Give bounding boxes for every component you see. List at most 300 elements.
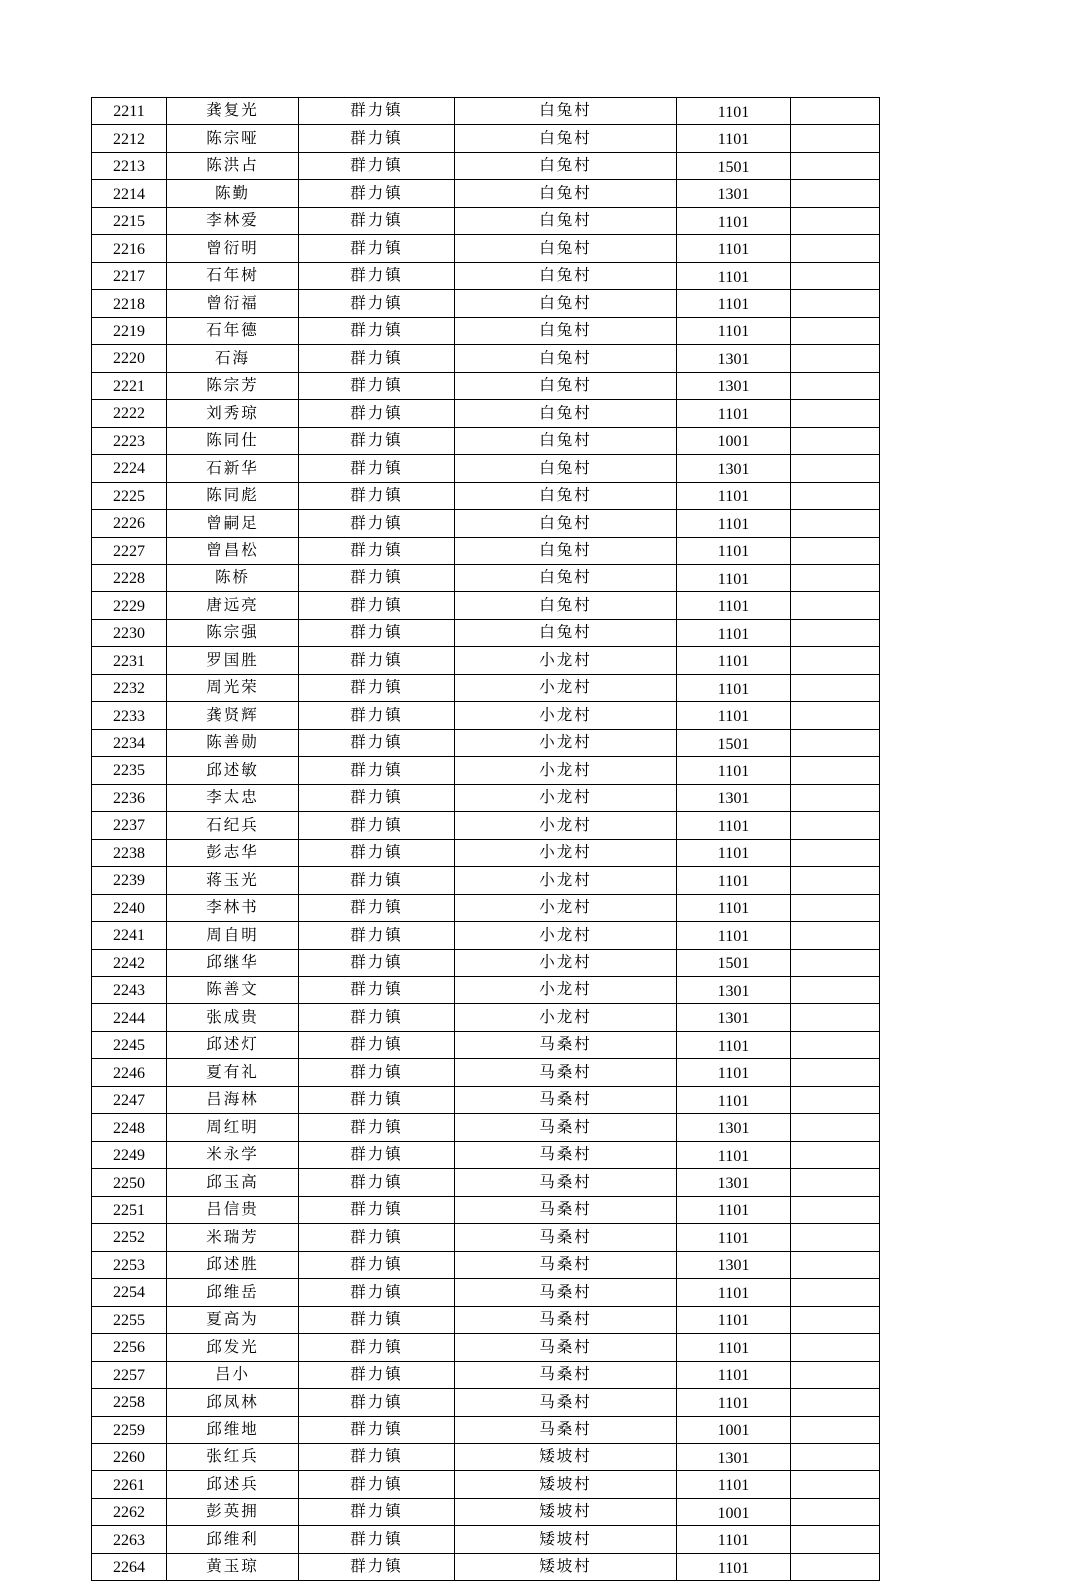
code-cell: 1101 [677, 1279, 791, 1306]
village-cell: 白兔村 [455, 455, 677, 482]
table-row [92, 262, 880, 289]
town-cell: 群力镇 [299, 235, 455, 262]
note-cell [791, 729, 880, 756]
village-cell: 白兔村 [455, 290, 677, 317]
row-number-cell: 2221 [92, 372, 167, 399]
table-row [92, 1361, 880, 1388]
note-cell [791, 1553, 880, 1580]
note-cell [791, 207, 880, 234]
name-cell: 黄玉琼 [167, 1553, 299, 1580]
name-cell: 陈善勋 [167, 729, 299, 756]
note-cell [791, 1389, 880, 1416]
village-cell: 白兔村 [455, 262, 677, 289]
note-cell [791, 784, 880, 811]
table-row [92, 1086, 880, 1113]
row-number-cell: 2235 [92, 757, 167, 784]
code-cell: 1101 [677, 1389, 791, 1416]
town-cell: 群力镇 [299, 125, 455, 152]
table-row [92, 455, 880, 482]
note-cell [791, 1196, 880, 1223]
code-cell: 1101 [677, 1553, 791, 1580]
code-cell: 1101 [677, 510, 791, 537]
table-row [92, 839, 880, 866]
village-cell: 白兔村 [455, 510, 677, 537]
note-cell [791, 1498, 880, 1525]
table-row [92, 1416, 880, 1443]
village-cell: 小龙村 [455, 949, 677, 976]
code-cell: 1501 [677, 152, 791, 179]
row-number-cell: 2231 [92, 647, 167, 674]
village-cell: 马桑村 [455, 1334, 677, 1361]
note-cell [791, 894, 880, 921]
table-row [92, 290, 880, 317]
town-cell: 群力镇 [299, 1416, 455, 1443]
name-cell: 邱玉高 [167, 1169, 299, 1196]
row-number-cell: 2249 [92, 1141, 167, 1168]
code-cell: 1101 [677, 98, 791, 125]
name-cell: 李林爱 [167, 207, 299, 234]
row-number-cell: 2225 [92, 482, 167, 509]
code-cell: 1101 [677, 564, 791, 591]
note-cell [791, 98, 880, 125]
row-number-cell: 2263 [92, 1526, 167, 1553]
village-cell: 矮坡村 [455, 1553, 677, 1580]
village-cell: 小龙村 [455, 1004, 677, 1031]
name-cell: 彭志华 [167, 839, 299, 866]
table-row [92, 180, 880, 207]
table-row [92, 235, 880, 262]
note-cell [791, 1004, 880, 1031]
code-cell: 1101 [677, 867, 791, 894]
row-number-cell: 2233 [92, 702, 167, 729]
note-cell [791, 674, 880, 701]
village-cell: 马桑村 [455, 1114, 677, 1141]
code-cell: 1301 [677, 180, 791, 207]
note-cell [791, 1031, 880, 1058]
code-cell: 1301 [677, 1169, 791, 1196]
town-cell: 群力镇 [299, 317, 455, 344]
row-number-cell: 2243 [92, 977, 167, 1004]
row-number-cell: 2260 [92, 1443, 167, 1470]
town-cell: 群力镇 [299, 1004, 455, 1031]
village-cell: 马桑村 [455, 1251, 677, 1278]
name-cell: 邱凤林 [167, 1389, 299, 1416]
note-cell [791, 702, 880, 729]
code-cell: 1101 [677, 1141, 791, 1168]
code-cell: 1101 [677, 1471, 791, 1498]
table-row [92, 345, 880, 372]
name-cell: 邱发光 [167, 1334, 299, 1361]
note-cell [791, 400, 880, 427]
code-cell: 1301 [677, 345, 791, 372]
name-cell: 吕小 [167, 1361, 299, 1388]
row-number-cell: 2227 [92, 537, 167, 564]
town-cell: 群力镇 [299, 564, 455, 591]
village-cell: 白兔村 [455, 98, 677, 125]
town-cell: 群力镇 [299, 1306, 455, 1333]
village-cell: 马桑村 [455, 1059, 677, 1086]
code-cell: 1301 [677, 455, 791, 482]
note-cell [791, 1526, 880, 1553]
name-cell: 邱维利 [167, 1526, 299, 1553]
table-row [92, 1279, 880, 1306]
code-cell: 1101 [677, 1526, 791, 1553]
note-cell [791, 537, 880, 564]
village-cell: 马桑村 [455, 1086, 677, 1113]
table-row [92, 372, 880, 399]
code-cell: 1101 [677, 125, 791, 152]
table-row [92, 1031, 880, 1058]
note-cell [791, 1416, 880, 1443]
village-cell: 小龙村 [455, 784, 677, 811]
village-cell: 小龙村 [455, 702, 677, 729]
name-cell: 彭英拥 [167, 1498, 299, 1525]
name-cell: 张成贵 [167, 1004, 299, 1031]
note-cell [791, 290, 880, 317]
row-number-cell: 2212 [92, 125, 167, 152]
row-number-cell: 2226 [92, 510, 167, 537]
note-cell [791, 812, 880, 839]
code-cell: 1101 [677, 1086, 791, 1113]
town-cell: 群力镇 [299, 1086, 455, 1113]
village-cell: 马桑村 [455, 1169, 677, 1196]
code-cell: 1301 [677, 1004, 791, 1031]
name-cell: 邱述兵 [167, 1471, 299, 1498]
name-cell: 夏高为 [167, 1306, 299, 1333]
name-cell: 刘秀琼 [167, 400, 299, 427]
name-cell: 米瑞芳 [167, 1224, 299, 1251]
name-cell: 李太忠 [167, 784, 299, 811]
row-number-cell: 2213 [92, 152, 167, 179]
town-cell: 群力镇 [299, 812, 455, 839]
town-cell: 群力镇 [299, 949, 455, 976]
table-row [92, 98, 880, 125]
code-cell: 1101 [677, 290, 791, 317]
table-row [92, 757, 880, 784]
village-cell: 小龙村 [455, 757, 677, 784]
row-number-cell: 2244 [92, 1004, 167, 1031]
table-row [92, 812, 880, 839]
town-cell: 群力镇 [299, 345, 455, 372]
code-cell: 1101 [677, 647, 791, 674]
town-cell: 群力镇 [299, 510, 455, 537]
name-cell: 陈宗芳 [167, 372, 299, 399]
code-cell: 1101 [677, 1196, 791, 1223]
town-cell: 群力镇 [299, 372, 455, 399]
village-cell: 马桑村 [455, 1389, 677, 1416]
name-cell: 李林书 [167, 894, 299, 921]
row-number-cell: 2248 [92, 1114, 167, 1141]
name-cell: 邱维地 [167, 1416, 299, 1443]
note-cell [791, 1334, 880, 1361]
code-cell: 1101 [677, 922, 791, 949]
town-cell: 群力镇 [299, 207, 455, 234]
town-cell: 群力镇 [299, 894, 455, 921]
table-row [92, 537, 880, 564]
village-cell: 矮坡村 [455, 1471, 677, 1498]
note-cell [791, 619, 880, 646]
name-cell: 吕海林 [167, 1086, 299, 1113]
town-cell: 群力镇 [299, 427, 455, 454]
data-table [91, 97, 880, 1581]
row-number-cell: 2238 [92, 839, 167, 866]
table-row [92, 1498, 880, 1525]
note-cell [791, 427, 880, 454]
name-cell: 吕信贵 [167, 1196, 299, 1223]
code-cell: 1501 [677, 949, 791, 976]
row-number-cell: 2240 [92, 894, 167, 921]
name-cell: 曾嗣足 [167, 510, 299, 537]
village-cell: 小龙村 [455, 922, 677, 949]
row-number-cell: 2261 [92, 1471, 167, 1498]
code-cell: 1301 [677, 1443, 791, 1470]
note-cell [791, 1169, 880, 1196]
village-cell: 白兔村 [455, 125, 677, 152]
row-number-cell: 2255 [92, 1306, 167, 1333]
row-number-cell: 2253 [92, 1251, 167, 1278]
name-cell: 曾衍福 [167, 290, 299, 317]
code-cell: 1001 [677, 427, 791, 454]
table-body [92, 98, 880, 1581]
name-cell: 邱继华 [167, 949, 299, 976]
town-cell: 群力镇 [299, 1169, 455, 1196]
row-number-cell: 2245 [92, 1031, 167, 1058]
row-number-cell: 2218 [92, 290, 167, 317]
table-row [92, 400, 880, 427]
note-cell [791, 152, 880, 179]
code-cell: 1101 [677, 592, 791, 619]
town-cell: 群力镇 [299, 1196, 455, 1223]
code-cell: 1101 [677, 1361, 791, 1388]
village-cell: 马桑村 [455, 1224, 677, 1251]
table-row [92, 592, 880, 619]
code-cell: 1301 [677, 372, 791, 399]
name-cell: 陈宗强 [167, 619, 299, 646]
name-cell: 陈桥 [167, 564, 299, 591]
town-cell: 群力镇 [299, 784, 455, 811]
table-row [92, 922, 880, 949]
table-row [92, 207, 880, 234]
code-cell: 1101 [677, 812, 791, 839]
code-cell: 1101 [677, 1031, 791, 1058]
village-cell: 马桑村 [455, 1416, 677, 1443]
note-cell [791, 125, 880, 152]
row-number-cell: 2247 [92, 1086, 167, 1113]
table-row [92, 1114, 880, 1141]
row-number-cell: 2251 [92, 1196, 167, 1223]
town-cell: 群力镇 [299, 977, 455, 1004]
name-cell: 邱维岳 [167, 1279, 299, 1306]
town-cell: 群力镇 [299, 400, 455, 427]
table-row [92, 894, 880, 921]
town-cell: 群力镇 [299, 592, 455, 619]
code-cell: 1301 [677, 784, 791, 811]
code-cell: 1101 [677, 400, 791, 427]
name-cell: 唐远亮 [167, 592, 299, 619]
code-cell: 1101 [677, 235, 791, 262]
table-row [92, 977, 880, 1004]
code-cell: 1101 [677, 207, 791, 234]
town-cell: 群力镇 [299, 757, 455, 784]
note-cell [791, 1361, 880, 1388]
village-cell: 小龙村 [455, 729, 677, 756]
town-cell: 群力镇 [299, 1471, 455, 1498]
note-cell [791, 949, 880, 976]
table-row [92, 702, 880, 729]
name-cell: 陈宗哑 [167, 125, 299, 152]
row-number-cell: 2232 [92, 674, 167, 701]
row-number-cell: 2259 [92, 1416, 167, 1443]
town-cell: 群力镇 [299, 1553, 455, 1580]
village-cell: 小龙村 [455, 812, 677, 839]
table-row [92, 1553, 880, 1580]
name-cell: 石新华 [167, 455, 299, 482]
village-cell: 白兔村 [455, 372, 677, 399]
name-cell: 石年树 [167, 262, 299, 289]
row-number-cell: 2241 [92, 922, 167, 949]
table-row [92, 619, 880, 646]
note-cell [791, 262, 880, 289]
town-cell: 群力镇 [299, 1251, 455, 1278]
village-cell: 白兔村 [455, 619, 677, 646]
table-row [92, 482, 880, 509]
code-cell: 1101 [677, 1059, 791, 1086]
table-row [92, 1526, 880, 1553]
note-cell [791, 839, 880, 866]
code-cell: 1101 [677, 1224, 791, 1251]
row-number-cell: 2215 [92, 207, 167, 234]
name-cell: 张红兵 [167, 1443, 299, 1470]
note-cell [791, 482, 880, 509]
name-cell: 夏有礼 [167, 1059, 299, 1086]
town-cell: 群力镇 [299, 619, 455, 646]
table-row [92, 427, 880, 454]
table-row [92, 1196, 880, 1223]
village-cell: 马桑村 [455, 1306, 677, 1333]
note-cell [791, 180, 880, 207]
table-row [92, 647, 880, 674]
name-cell: 周光荣 [167, 674, 299, 701]
row-number-cell: 2250 [92, 1169, 167, 1196]
town-cell: 群力镇 [299, 922, 455, 949]
code-cell: 1301 [677, 977, 791, 1004]
town-cell: 群力镇 [299, 1443, 455, 1470]
row-number-cell: 2214 [92, 180, 167, 207]
village-cell: 小龙村 [455, 867, 677, 894]
note-cell [791, 317, 880, 344]
town-cell: 群力镇 [299, 290, 455, 317]
town-cell: 群力镇 [299, 98, 455, 125]
village-cell: 白兔村 [455, 235, 677, 262]
table-row [92, 1059, 880, 1086]
code-cell: 1101 [677, 482, 791, 509]
row-number-cell: 2224 [92, 455, 167, 482]
row-number-cell: 2257 [92, 1361, 167, 1388]
code-cell: 1101 [677, 702, 791, 729]
town-cell: 群力镇 [299, 1361, 455, 1388]
table-row [92, 152, 880, 179]
row-number-cell: 2246 [92, 1059, 167, 1086]
table-row [92, 1251, 880, 1278]
village-cell: 马桑村 [455, 1031, 677, 1058]
note-cell [791, 510, 880, 537]
town-cell: 群力镇 [299, 455, 455, 482]
code-cell: 1101 [677, 1306, 791, 1333]
code-cell: 1001 [677, 1416, 791, 1443]
town-cell: 群力镇 [299, 729, 455, 756]
village-cell: 小龙村 [455, 977, 677, 1004]
village-cell: 白兔村 [455, 317, 677, 344]
name-cell: 罗国胜 [167, 647, 299, 674]
row-number-cell: 2230 [92, 619, 167, 646]
table-row [92, 949, 880, 976]
note-cell [791, 345, 880, 372]
village-cell: 白兔村 [455, 180, 677, 207]
village-cell: 白兔村 [455, 482, 677, 509]
town-cell: 群力镇 [299, 1141, 455, 1168]
row-number-cell: 2258 [92, 1389, 167, 1416]
name-cell: 陈同仕 [167, 427, 299, 454]
town-cell: 群力镇 [299, 1059, 455, 1086]
town-cell: 群力镇 [299, 152, 455, 179]
code-cell: 1501 [677, 729, 791, 756]
name-cell: 邱述敏 [167, 757, 299, 784]
table-row [92, 510, 880, 537]
code-cell: 1101 [677, 619, 791, 646]
table-row [92, 1141, 880, 1168]
table-row [92, 564, 880, 591]
village-cell: 马桑村 [455, 1141, 677, 1168]
row-number-cell: 2223 [92, 427, 167, 454]
name-cell: 曾衍明 [167, 235, 299, 262]
note-cell [791, 1141, 880, 1168]
town-cell: 群力镇 [299, 1389, 455, 1416]
village-cell: 矮坡村 [455, 1526, 677, 1553]
row-number-cell: 2254 [92, 1279, 167, 1306]
note-cell [791, 372, 880, 399]
note-cell [791, 455, 880, 482]
town-cell: 群力镇 [299, 1334, 455, 1361]
code-cell: 1301 [677, 1251, 791, 1278]
village-cell: 矮坡村 [455, 1443, 677, 1470]
town-cell: 群力镇 [299, 1224, 455, 1251]
note-cell [791, 1224, 880, 1251]
row-number-cell: 2222 [92, 400, 167, 427]
village-cell: 矮坡村 [455, 1498, 677, 1525]
village-cell: 白兔村 [455, 345, 677, 372]
town-cell: 群力镇 [299, 482, 455, 509]
name-cell: 周红明 [167, 1114, 299, 1141]
code-cell: 1301 [677, 1114, 791, 1141]
name-cell: 曾昌松 [167, 537, 299, 564]
village-cell: 小龙村 [455, 894, 677, 921]
town-cell: 群力镇 [299, 674, 455, 701]
town-cell: 群力镇 [299, 839, 455, 866]
village-cell: 白兔村 [455, 400, 677, 427]
row-number-cell: 2256 [92, 1334, 167, 1361]
table-row [92, 674, 880, 701]
row-number-cell: 2236 [92, 784, 167, 811]
village-cell: 马桑村 [455, 1279, 677, 1306]
code-cell: 1101 [677, 317, 791, 344]
row-number-cell: 2217 [92, 262, 167, 289]
town-cell: 群力镇 [299, 1526, 455, 1553]
note-cell [791, 1279, 880, 1306]
note-cell [791, 757, 880, 784]
name-cell: 周自明 [167, 922, 299, 949]
village-cell: 小龙村 [455, 674, 677, 701]
table-row [92, 867, 880, 894]
